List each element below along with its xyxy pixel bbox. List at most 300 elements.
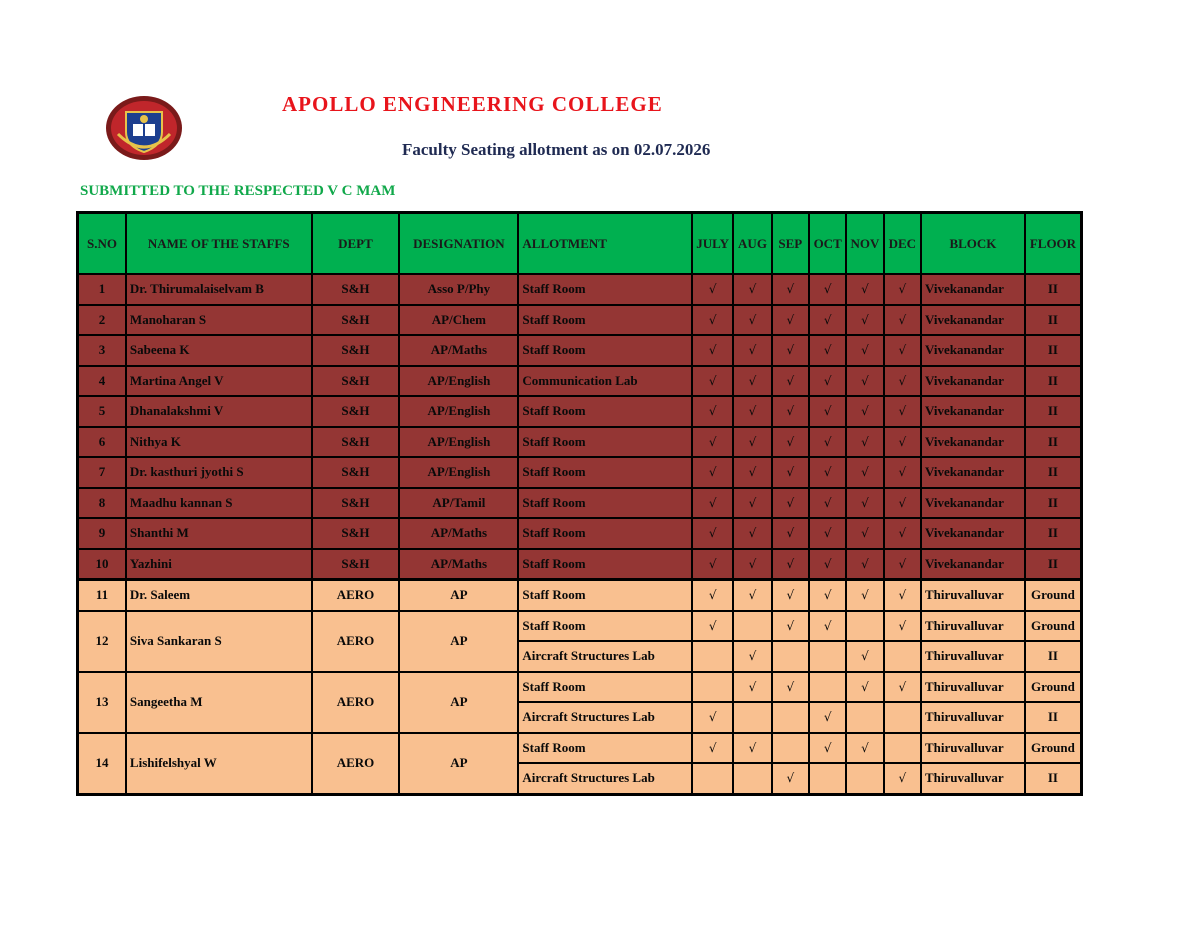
floor-cell: II [1025,763,1082,794]
month-cell [692,611,733,642]
check-mark-icon: √ [708,556,717,571]
check-mark-icon: √ [786,679,795,694]
seating-table [76,211,1083,796]
dept-cell: S&H [312,549,400,580]
check-mark-icon: √ [748,404,757,419]
check-mark-icon: √ [823,404,832,419]
check-mark-icon: √ [748,312,757,327]
floor-cell: II [1025,488,1082,519]
check-mark-icon: √ [786,771,795,786]
month-cell [846,733,883,764]
table-row [78,672,1082,703]
college-crest-icon [104,94,184,162]
table-row [78,611,1082,642]
submitted-to-note: SUBMITTED TO THE RESPECTED V C MAM [80,183,396,199]
check-mark-icon: √ [898,434,907,449]
floor-cell: Ground [1025,733,1082,764]
month-cell [809,488,846,519]
block-cell: Vivekanandar [921,335,1025,366]
month-cell [846,305,883,336]
check-mark-icon: √ [861,282,869,297]
month-cell [772,427,809,458]
month-cell [809,305,846,336]
check-mark-icon: √ [748,465,757,480]
check-mark-icon: √ [786,343,795,358]
check-mark-icon: √ [786,588,795,603]
staff-name-cell: Maadhu kannan S [126,488,312,519]
staff-name-cell: Lishifelshyal W [126,733,312,795]
staff-name-cell: Dr. Saleem [126,580,312,611]
check-mark-icon: √ [708,312,717,327]
designation-cell: AP/Maths [399,518,518,549]
staff-name-cell: Sangeetha M [126,672,312,733]
block-cell: Vivekanandar [921,457,1025,488]
month-cell [809,518,846,549]
month-cell [692,366,733,397]
month-cell [809,763,846,794]
month-cell [846,641,883,672]
check-mark-icon: √ [898,679,907,694]
table-row [78,274,1082,305]
month-cell [692,274,733,305]
dept-cell: AERO [312,580,400,611]
month-cell [884,580,921,611]
block-cell: Thiruvalluvar [921,641,1025,672]
designation-cell: AP/English [399,396,518,427]
col-sno: S.NO [78,213,126,275]
month-cell [772,641,809,672]
month-cell [692,733,733,764]
dept-cell: S&H [312,427,400,458]
month-cell [692,763,733,794]
month-cell [692,580,733,611]
block-cell: Vivekanandar [921,274,1025,305]
col-month-oct: OCT [809,213,846,275]
check-mark-icon: √ [708,495,717,510]
check-mark-icon: √ [748,556,757,571]
month-cell [884,305,921,336]
month-cell [772,672,809,703]
sno-cell: 12 [78,611,126,672]
check-mark-icon: √ [861,404,869,419]
dept-cell: S&H [312,396,400,427]
month-cell [733,733,771,764]
check-mark-icon: √ [748,649,757,664]
month-cell [692,518,733,549]
month-cell [809,549,846,580]
dept-cell: S&H [312,457,400,488]
check-mark-icon: √ [861,556,869,571]
floor-cell: II [1025,335,1082,366]
month-cell [846,366,883,397]
month-cell [692,305,733,336]
month-cell [733,763,771,794]
month-cell [809,733,846,764]
col-month-nov: NOV [846,213,883,275]
table-row [78,427,1082,458]
check-mark-icon: √ [708,526,717,541]
block-cell: Vivekanandar [921,488,1025,519]
month-cell [772,366,809,397]
floor-cell: II [1025,305,1082,336]
check-mark-icon: √ [708,465,717,480]
check-mark-icon: √ [898,373,907,388]
dept-cell: AERO [312,611,400,672]
check-mark-icon: √ [861,434,869,449]
page-subtitle: Faculty Seating allotment as on 02.07.2026 [402,140,711,159]
floor-cell: II [1025,518,1082,549]
check-mark-icon: √ [823,312,832,327]
month-cell [692,457,733,488]
designation-cell: AP [399,611,518,672]
month-cell [809,702,846,733]
table-row [78,396,1082,427]
month-cell [692,549,733,580]
allotment-cell: Staff Room [518,611,692,642]
month-cell [772,702,809,733]
month-cell [846,335,883,366]
check-mark-icon: √ [861,649,869,664]
designation-cell: AP/Maths [399,549,518,580]
month-cell [846,672,883,703]
month-cell [733,274,771,305]
check-mark-icon: √ [748,495,757,510]
block-cell: Thiruvalluvar [921,611,1025,642]
allotment-cell: Staff Room [518,488,692,519]
staff-name-cell: Siva Sankaran S [126,611,312,672]
month-cell [772,518,809,549]
block-cell: Vivekanandar [921,518,1025,549]
floor-cell: II [1025,396,1082,427]
month-cell [884,366,921,397]
check-mark-icon: √ [861,465,869,480]
sno-cell: 3 [78,335,126,366]
month-cell [733,672,771,703]
floor-cell: II [1025,427,1082,458]
month-cell [846,611,883,642]
month-cell [733,305,771,336]
month-cell [772,335,809,366]
col-month-sep: SEP [772,213,809,275]
col-floor: FLOOR [1025,213,1082,275]
block-cell: Thiruvalluvar [921,672,1025,703]
allotment-cell: Communication Lab [518,366,692,397]
month-cell [692,641,733,672]
designation-cell: AP [399,580,518,611]
month-cell [733,518,771,549]
month-cell [809,672,846,703]
check-mark-icon: √ [898,404,907,419]
block-cell: Thiruvalluvar [921,702,1025,733]
allotment-cell: Staff Room [518,580,692,611]
month-cell [772,763,809,794]
staff-name-cell: Nithya K [126,427,312,458]
allotment-cell: Staff Room [518,457,692,488]
check-mark-icon: √ [898,312,907,327]
floor-cell: Ground [1025,672,1082,703]
check-mark-icon: √ [748,343,757,358]
allotment-cell: Staff Room [518,733,692,764]
check-mark-icon: √ [898,556,907,571]
block-cell: Vivekanandar [921,549,1025,580]
month-cell [884,549,921,580]
month-cell [692,488,733,519]
check-mark-icon: √ [823,588,832,603]
check-mark-icon: √ [748,588,757,603]
designation-cell: AP [399,733,518,795]
month-cell [846,518,883,549]
month-cell [772,580,809,611]
check-mark-icon: √ [786,556,795,571]
month-cell [846,488,883,519]
designation-cell: AP [399,672,518,733]
month-cell [884,274,921,305]
sno-cell: 9 [78,518,126,549]
month-cell [884,641,921,672]
sno-cell: 7 [78,457,126,488]
check-mark-icon: √ [748,282,757,297]
designation-cell: AP/English [399,427,518,458]
check-mark-icon: √ [898,343,907,358]
floor-cell: II [1025,366,1082,397]
table-row [78,518,1082,549]
check-mark-icon: √ [861,679,869,694]
allotment-cell: Aircraft Structures Lab [518,763,692,794]
month-cell [846,580,883,611]
check-mark-icon: √ [748,373,757,388]
staff-name-cell: Martina Angel V [126,366,312,397]
staff-name-cell: Sabeena K [126,335,312,366]
col-name: NAME OF THE STAFFS [126,213,312,275]
month-cell [809,457,846,488]
check-mark-icon: √ [823,282,832,297]
month-cell [884,733,921,764]
check-mark-icon: √ [748,434,757,449]
month-cell [733,396,771,427]
month-cell [846,274,883,305]
check-mark-icon: √ [861,373,869,388]
block-cell: Vivekanandar [921,305,1025,336]
table-header-row [78,213,1082,275]
check-mark-icon: √ [861,588,869,603]
check-mark-icon: √ [708,282,717,297]
check-mark-icon: √ [708,588,717,603]
check-mark-icon: √ [898,526,907,541]
check-mark-icon: √ [898,282,907,297]
table-row [78,305,1082,336]
month-cell [846,457,883,488]
month-cell [692,672,733,703]
designation-cell: AP/Tamil [399,488,518,519]
table-row [78,580,1082,611]
sno-cell: 2 [78,305,126,336]
month-cell [809,396,846,427]
allotment-cell: Staff Room [518,427,692,458]
check-mark-icon: √ [898,618,907,633]
check-mark-icon: √ [708,404,717,419]
check-mark-icon: √ [898,495,907,510]
dept-cell: S&H [312,305,400,336]
check-mark-icon: √ [861,526,869,541]
check-mark-icon: √ [786,373,795,388]
sno-cell: 5 [78,396,126,427]
month-cell [772,457,809,488]
month-cell [884,672,921,703]
month-cell [809,427,846,458]
month-cell [772,396,809,427]
month-cell [772,488,809,519]
table-row [78,366,1082,397]
col-month-dec: DEC [884,213,921,275]
designation-cell: AP/Maths [399,335,518,366]
month-cell [772,549,809,580]
dept-cell: AERO [312,733,400,795]
designation-cell: Asso P/Phy [399,274,518,305]
month-cell [733,366,771,397]
staff-name-cell: Shanthi M [126,518,312,549]
table-row [78,488,1082,519]
block-cell: Thiruvalluvar [921,580,1025,611]
dept-cell: S&H [312,488,400,519]
check-mark-icon: √ [708,710,717,725]
month-cell [846,763,883,794]
col-month-aug: AUG [733,213,771,275]
check-mark-icon: √ [748,679,757,694]
table-row [78,457,1082,488]
month-cell [733,702,771,733]
check-mark-icon: √ [708,618,717,633]
sno-cell: 14 [78,733,126,795]
month-cell [692,427,733,458]
check-mark-icon: √ [823,434,832,449]
check-mark-icon: √ [823,526,832,541]
allotment-cell: Aircraft Structures Lab [518,702,692,733]
check-mark-icon: √ [861,495,869,510]
allotment-cell: Staff Room [518,305,692,336]
month-cell [846,702,883,733]
month-cell [733,549,771,580]
month-cell [733,427,771,458]
month-cell [733,580,771,611]
staff-name-cell: Dr. kasthuri jyothi S [126,457,312,488]
month-cell [733,457,771,488]
check-mark-icon: √ [861,312,869,327]
block-cell: Vivekanandar [921,396,1025,427]
check-mark-icon: √ [823,465,832,480]
month-cell [884,427,921,458]
sno-cell: 10 [78,549,126,580]
col-designation: DESIGNATION [399,213,518,275]
designation-cell: AP/English [399,457,518,488]
check-mark-icon: √ [786,434,795,449]
check-mark-icon: √ [823,495,832,510]
month-cell [772,274,809,305]
allotment-cell: Aircraft Structures Lab [518,641,692,672]
month-cell [884,396,921,427]
month-cell [884,457,921,488]
check-mark-icon: √ [861,740,869,755]
floor-cell: II [1025,641,1082,672]
block-cell: Vivekanandar [921,427,1025,458]
sno-cell: 8 [78,488,126,519]
check-mark-icon: √ [823,556,832,571]
floor-cell: II [1025,702,1082,733]
col-dept: DEPT [312,213,400,275]
allotment-cell: Staff Room [518,672,692,703]
block-cell: Thiruvalluvar [921,733,1025,764]
staff-name-cell: Dhanalakshmi V [126,396,312,427]
check-mark-icon: √ [708,740,717,755]
allotment-cell: Staff Room [518,396,692,427]
check-mark-icon: √ [898,771,907,786]
month-cell [772,305,809,336]
check-mark-icon: √ [823,618,832,633]
month-cell [884,763,921,794]
sno-cell: 6 [78,427,126,458]
floor-cell: II [1025,549,1082,580]
month-cell [692,702,733,733]
table-body [78,274,1082,794]
check-mark-icon: √ [823,740,832,755]
check-mark-icon: √ [786,618,795,633]
check-mark-icon: √ [786,312,795,327]
floor-cell: II [1025,274,1082,305]
block-cell: Thiruvalluvar [921,763,1025,794]
check-mark-icon: √ [861,343,869,358]
month-cell [846,549,883,580]
month-cell [692,396,733,427]
month-cell [809,641,846,672]
staff-name-cell: Manoharan S [126,305,312,336]
month-cell [733,641,771,672]
check-mark-icon: √ [786,526,795,541]
month-cell [884,335,921,366]
month-cell [733,488,771,519]
check-mark-icon: √ [708,343,717,358]
college-name: APOLLO ENGINEERING COLLEGE [282,92,663,116]
dept-cell: S&H [312,366,400,397]
dept-cell: AERO [312,672,400,733]
check-mark-icon: √ [786,404,795,419]
month-cell [884,488,921,519]
month-cell [846,396,883,427]
check-mark-icon: √ [786,282,795,297]
check-mark-icon: √ [786,495,795,510]
month-cell [846,427,883,458]
month-cell [884,611,921,642]
floor-cell: Ground [1025,580,1082,611]
month-cell [772,611,809,642]
month-cell [809,366,846,397]
sno-cell: 11 [78,580,126,611]
check-mark-icon: √ [708,434,717,449]
check-mark-icon: √ [823,373,832,388]
col-block: BLOCK [921,213,1025,275]
month-cell [809,335,846,366]
dept-cell: S&H [312,335,400,366]
allotment-cell: Staff Room [518,335,692,366]
table-row [78,549,1082,580]
table-row [78,733,1082,764]
check-mark-icon: √ [708,373,717,388]
col-month-july: JULY [692,213,733,275]
floor-cell: II [1025,457,1082,488]
month-cell [733,335,771,366]
month-cell [733,611,771,642]
allotment-cell: Staff Room [518,549,692,580]
floor-cell: Ground [1025,611,1082,642]
month-cell [809,580,846,611]
